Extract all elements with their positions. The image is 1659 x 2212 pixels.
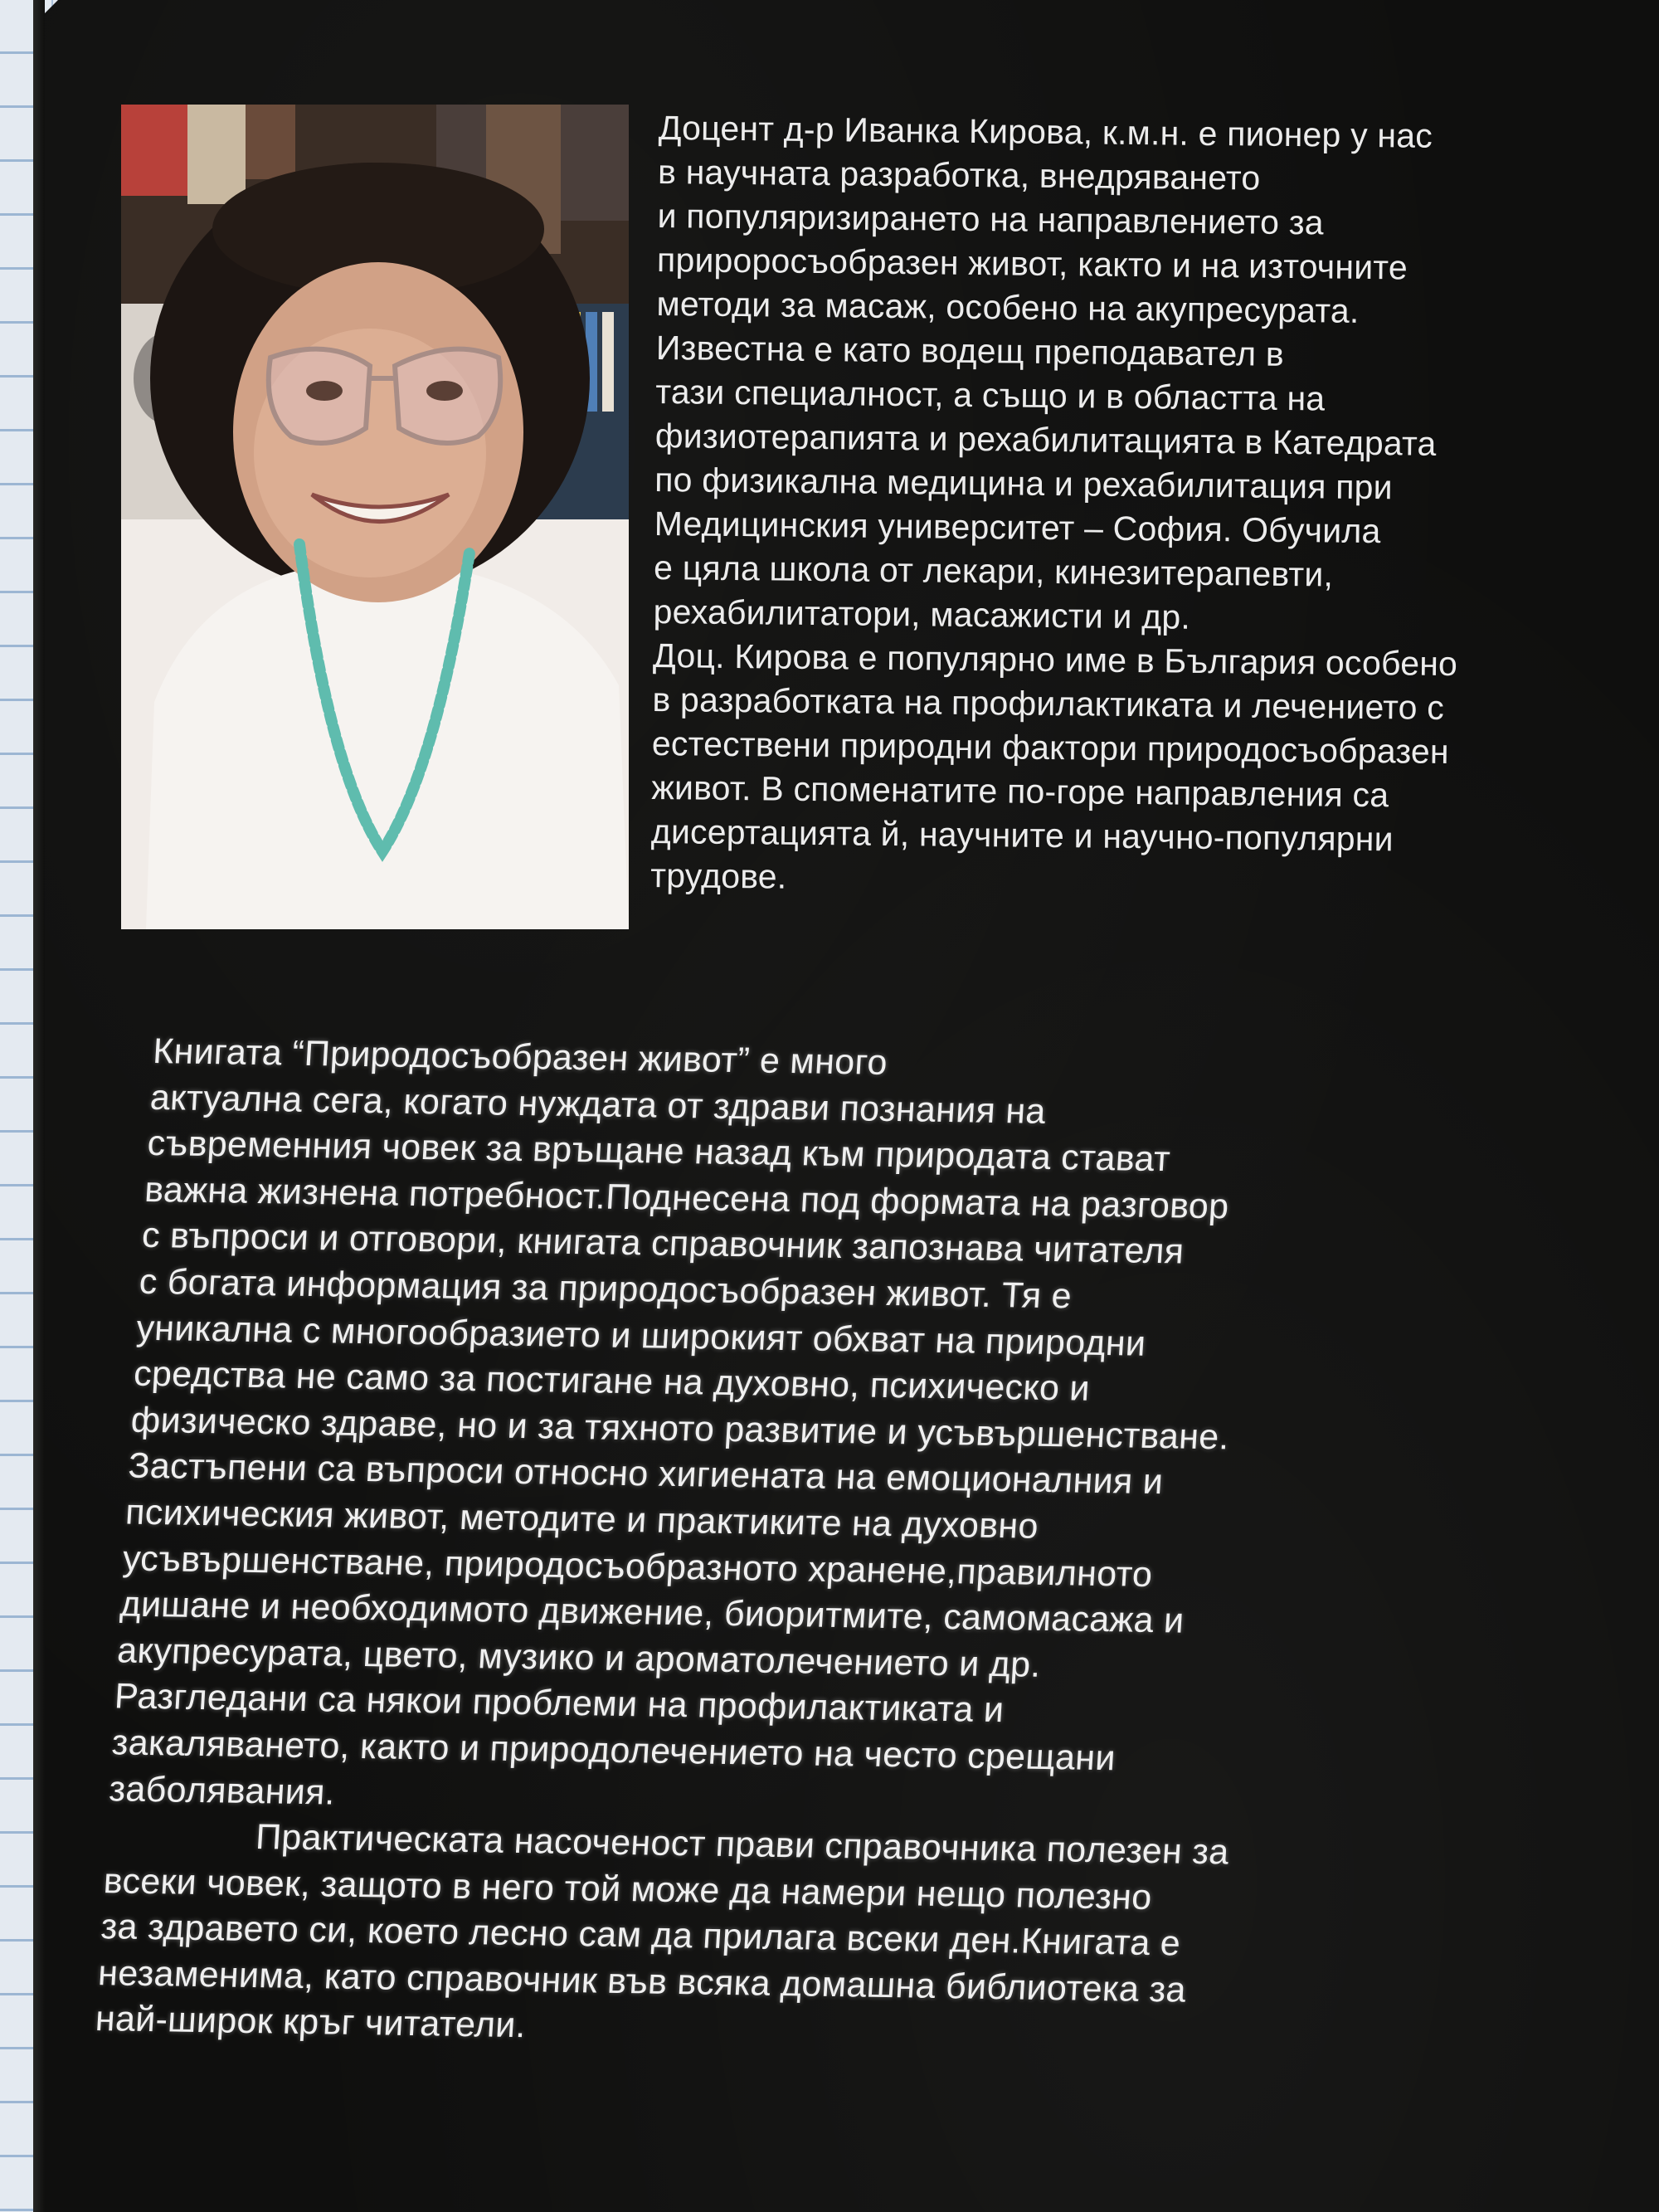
description-closing-line: за здравето си, което лесно сам да прилага всеки ден.Книгата е bbox=[100, 1907, 1182, 1964]
bio-line: Доц. Кирова е популярно име в България особено bbox=[652, 636, 1458, 684]
description-line: Разгледани са някои проблеми на профилактиката и bbox=[113, 1676, 1005, 1731]
book-description bbox=[94, 1029, 1514, 2064]
bio-line: рехабилитатори, масажисти и др. bbox=[653, 592, 1191, 636]
bio-line: в научната разработка, внедряването bbox=[657, 152, 1261, 197]
bio-line: дисертацията й, научните и научно-популярни bbox=[650, 811, 1394, 859]
bio-line: методи за масаж, особено на акупресурата. bbox=[656, 284, 1360, 330]
bio-line: Медицинския университет – София. Обучила bbox=[654, 504, 1381, 551]
description-line: акупресурата, цвето, музико и ароматолечението и др. bbox=[116, 1630, 1043, 1685]
bio-line: прироросъобразен живот, както и на източните bbox=[656, 240, 1408, 287]
description-line: заболявания. bbox=[108, 1768, 337, 1813]
bio-line: по физикална медицина и рехабилитация при bbox=[654, 460, 1394, 507]
description-line: съвременния човек за връщане назад към природата стават bbox=[146, 1123, 1172, 1180]
description-line: Застъпени са въпроси относно хигиената на емоционалния и bbox=[127, 1445, 1165, 1503]
bio-line: естествени природни фактори природосъобразен bbox=[651, 724, 1450, 772]
description-indented-line: Практическата насоченост прави справочника полезен за bbox=[254, 1817, 1230, 1873]
description-line: с богата информация за природосъобразен живот. Тя е bbox=[138, 1261, 1073, 1317]
cover-spine-edge bbox=[33, 0, 45, 2212]
bio-line: е цяла школа от лекари, кинезитерапевти, bbox=[653, 548, 1334, 594]
bio-line: тази специалност, а също и в областта на bbox=[655, 372, 1326, 418]
description-line: уникална с многообразието и широкият обхват на природни bbox=[135, 1308, 1147, 1364]
description-line: физическо здраве, но и за тяхното развитие и усъвършенстване. bbox=[129, 1400, 1231, 1458]
description-line: средства не само за постигане на духовно, психическо и bbox=[132, 1353, 1092, 1409]
description-line: Книгата “Природосъобразен живот” е много bbox=[151, 1030, 889, 1083]
description-line: психическия живот, методите и практиките на духовно bbox=[124, 1492, 1040, 1547]
description-line: актуална сега, когато нуждата от здрави познания на bbox=[148, 1077, 1048, 1132]
bio-line: в разработката на профилактиката и лечението с bbox=[652, 680, 1445, 727]
author-photo bbox=[121, 105, 629, 929]
description-line: с въпроси и отговори, книгата справочник запознава читателя bbox=[140, 1216, 1185, 1272]
description-closing-line: незаменима, като справочник във всяка домашна библиотека за bbox=[96, 1952, 1188, 2010]
bio-line: живот. В споменатите по-горе направления са bbox=[651, 767, 1389, 815]
bio-line: трудове. bbox=[650, 855, 787, 896]
description-line: усъвършенстване, природосъобразното хранене,правилното bbox=[121, 1538, 1154, 1595]
description-line: дишане и необходимото движение, биоритмите, самомасажа и bbox=[119, 1584, 1185, 1641]
author-biography bbox=[650, 106, 1596, 908]
description-closing-line: най-широк кръг читатели. bbox=[94, 1999, 528, 2046]
description-closing-line: всеки човек, защото в него той може да намери нещо полезно bbox=[102, 1860, 1153, 1917]
description-line: закаляването, както и природолечението на често срещани bbox=[110, 1722, 1117, 1779]
bio-line: Известна е като водещ преподавател в bbox=[655, 328, 1285, 373]
bio-line: Доцент д-р Иванка Кирова, к.м.н. е пионер у нас bbox=[658, 108, 1433, 155]
bio-line: и популяризирането на направлението за bbox=[657, 196, 1325, 242]
description-line: важна жизнена потребност.Поднесена под формата на разговор bbox=[144, 1169, 1230, 1227]
bio-line: физиотерапията и рехабилитацията в Катедрата bbox=[654, 416, 1437, 463]
